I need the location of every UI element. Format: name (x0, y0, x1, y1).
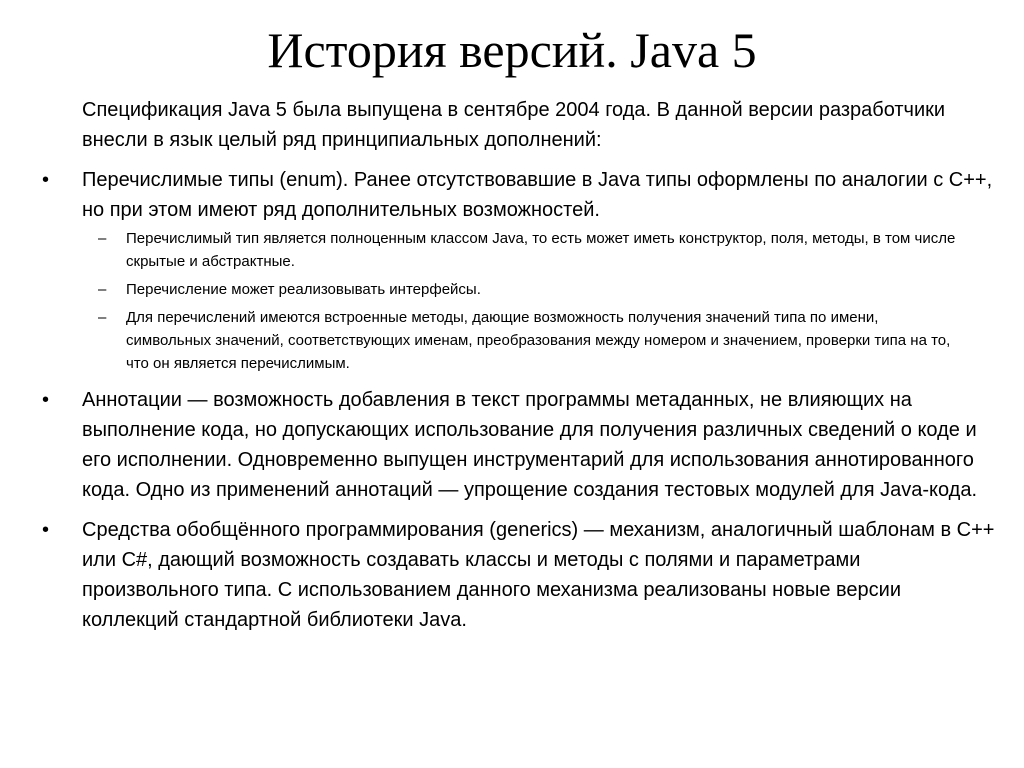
bullet-icon: • (42, 169, 50, 191)
slide-title: История версий. Java 5 (267, 22, 757, 78)
sub-item-text: Для перечислений имеются встроенные методы, дающие возможность получения значений типа по имени, символьных значений, соответствующих именам, преобразования между номером и значением, проверки типа на то, что он является перечислимым. (126, 309, 951, 372)
dash-icon: – (98, 230, 107, 247)
sub-item (82, 278, 962, 301)
bullet-text: Перечислимые типы (enum). Ранее отсутствовавшие в Java типы оформлены по аналогии с C++, но при этом имеют ряд дополнительных возможностей. (82, 169, 993, 221)
sub-item-text: Перечислимый тип является полноценным классом Java, то есть может иметь конструктор, поля, методы, в том числе скрытые и абстрактные. (126, 230, 956, 270)
bullet-text: Аннотации — возможность добавления в текст программы метаданных, не влияющих на выполнение кода, но допускающих использование для получения различных сведений о коде и его исполнении. Одновременно выпущен инструментарий для использования аннотированного кода. Одно из применений аннотаций — упрощение создания тестовых модулей для Java-кода. (82, 389, 978, 501)
bullet-text: Средства обобщённого программирования (generics) — механизм, аналогичный шаблонам в C++ или C#, дающий возможность создавать классы и методы с полями и параметрами произвольного типа. С использованием данного механизма реализованы новые версии коллекций стандартной библиотеки Java. (82, 519, 995, 631)
dash-icon: – (98, 281, 107, 298)
bullet-icon: • (42, 519, 50, 541)
bullet-item-generics (42, 515, 1002, 635)
enum-sublist (82, 227, 1002, 375)
dash-icon: – (98, 309, 107, 326)
bullet-item-annotations (42, 385, 1002, 505)
sub-item (82, 227, 962, 273)
bullet-item-enum (42, 165, 1002, 375)
sub-item-text: Перечисление может реализовывать интерфейсы. (126, 281, 481, 298)
slide-body (42, 95, 995, 645)
intro-paragraph: Спецификация Java 5 была выпущена в сентябре 2004 года. В данной версии разработчики внесли в язык целый ряд принципиальных дополнений: (82, 99, 946, 151)
sub-item (82, 306, 962, 375)
bullet-icon: • (42, 389, 50, 411)
